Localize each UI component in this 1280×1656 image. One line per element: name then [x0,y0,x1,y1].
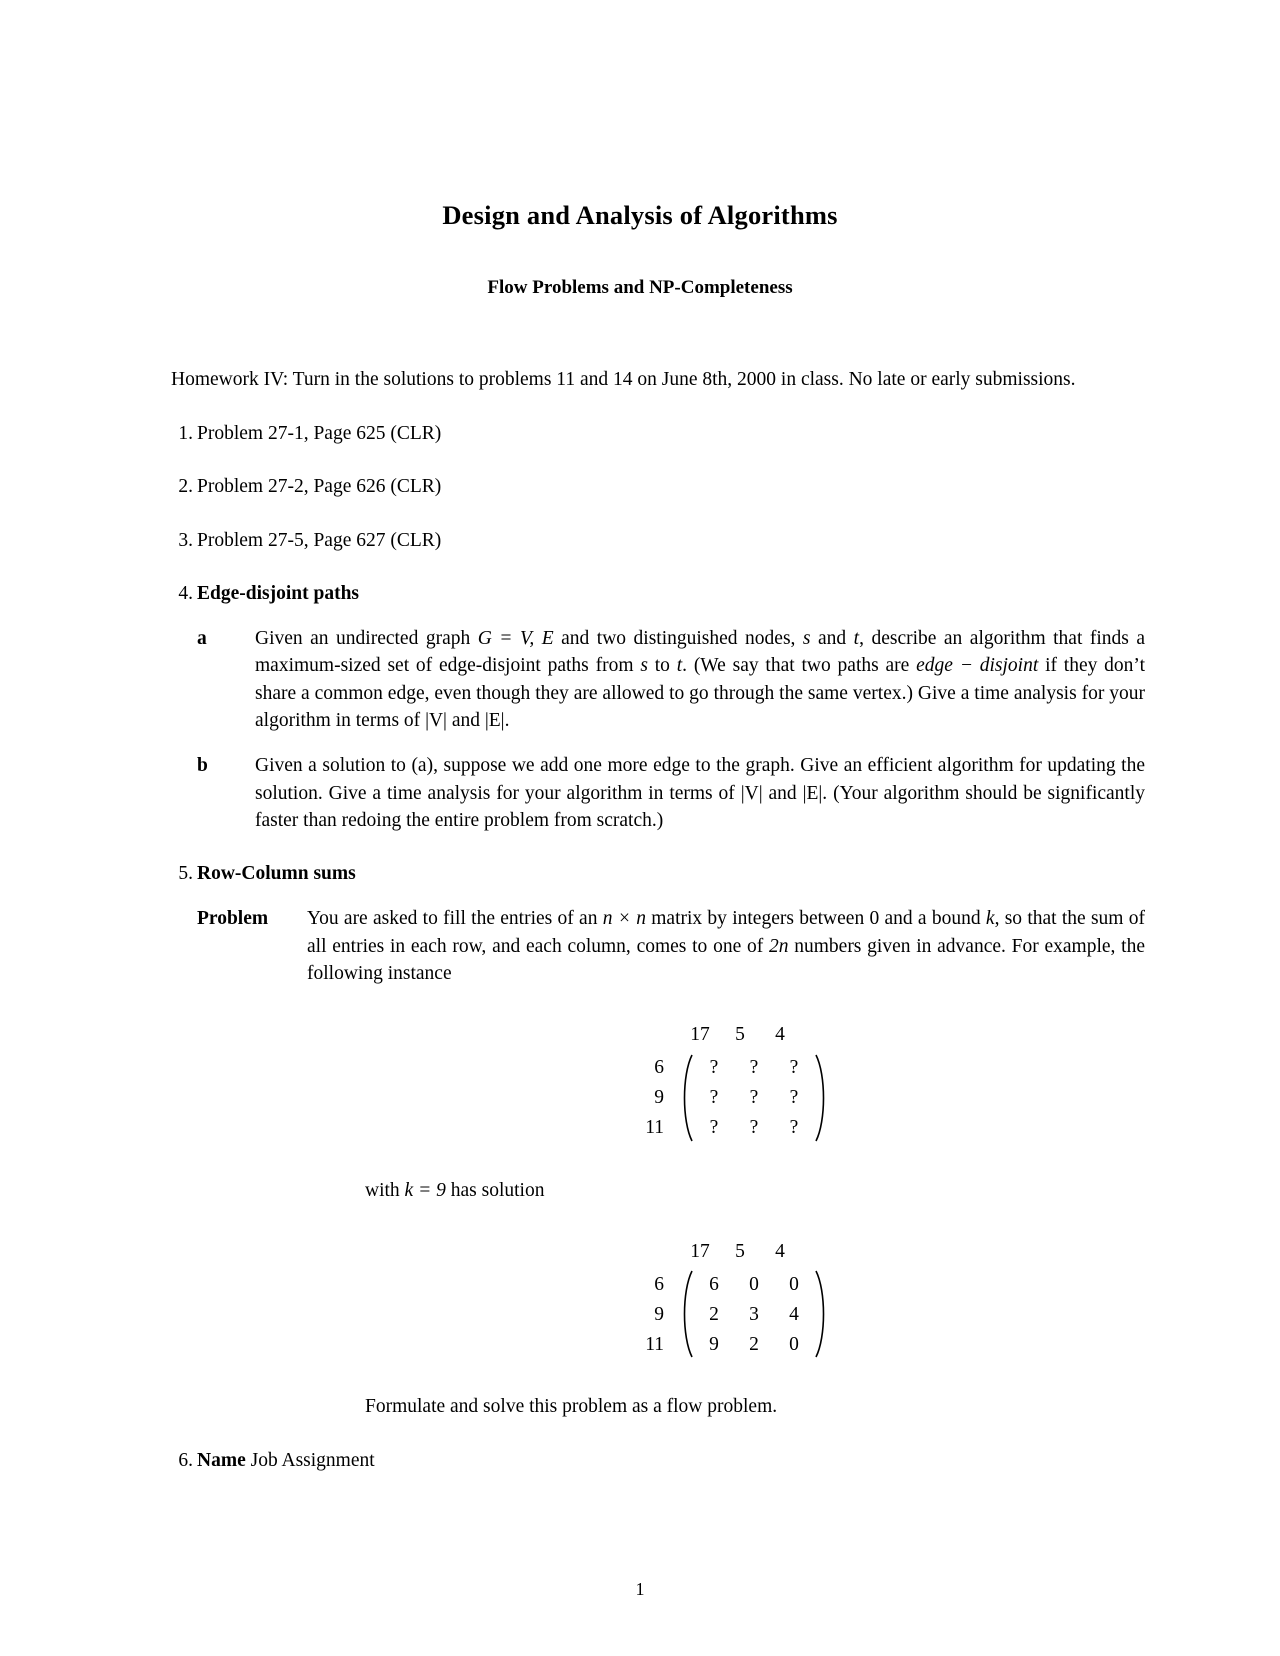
solution-caption [307,1177,1145,1204]
row-sum: 6 [654,1057,664,1078]
item-number: 2. [178,476,193,498]
item-number: 4. [178,582,193,604]
sub-item-text: . (We say that two paths are [682,655,917,677]
matrix-row [694,1053,814,1083]
matrix-cell: 2 [749,1333,759,1355]
math-s: s [640,655,648,677]
sub-item-text: . (Your algorithm should be significantly faster than redoing the entire problem from scratch.) [255,782,1146,831]
item-text: Problem 27-1, Page 625 (CLR) [197,422,442,444]
row-sum: 9 [654,1303,664,1325]
math-t: t [853,628,860,650]
row-sum: 11 [645,1117,664,1138]
sub-item-text: You are asked to fill the entries of an [307,908,603,930]
col-sum: 17 [690,1240,710,1262]
matrix-row [694,1269,814,1299]
page-number: 1 [635,1579,645,1599]
sub-item-text: matrix by integers between 0 and a bound [645,908,986,930]
problem-list [135,420,1145,1474]
item-text: Problem 27-5, Page 627 (CLR) [197,529,442,551]
item-text: Job Assignment [250,1449,375,1471]
caption-text: with [365,1179,405,1201]
matrix-row [694,1329,814,1359]
sub-item-text: and two distinguished nodes, [553,628,803,650]
list-item-edge-disjoint [135,580,1145,834]
list-item [135,527,1145,554]
left-paren [678,1053,694,1143]
matrix-cell: 4 [789,1303,799,1325]
math-t: t [676,655,683,677]
matrix-instance [307,1021,1145,1142]
sub-item-text: Given an undirected graph [255,628,478,650]
sub-item-text: and [810,628,854,650]
sub-item-text: to [647,655,677,677]
sub-item-text: and [762,782,803,804]
right-paren [814,1053,830,1143]
matrix-cell: ? [789,1057,799,1078]
list-item-row-column [135,860,1145,1420]
sub-item-text: if they don’t share a common edge, even though they are allowed to go through the same vertex.) Give a time analysis for your algorithm in terms of [255,655,1145,731]
matrix-row [694,1299,814,1329]
row-sum: 6 [654,1273,664,1295]
right-paren [814,1269,830,1359]
sub-item-label: a [197,628,207,650]
matrix-cell: 0 [789,1273,799,1295]
list-item [135,473,1145,500]
caption-text: has solution [445,1179,545,1201]
matrix-cell: ? [749,1057,759,1078]
sub-item-a [197,625,1145,734]
row-sum: 11 [645,1333,664,1355]
col-sum: 4 [775,1024,785,1046]
sub-item-problem [197,905,1145,1420]
col-sum: 4 [775,1240,785,1262]
matrix-cell: 2 [709,1303,719,1325]
matrix-cell: 6 [709,1273,719,1295]
matrix-cell: ? [749,1117,759,1138]
page-subtitle: Flow Problems and NP-Completeness [487,277,793,298]
matrix-row [694,1113,814,1143]
matrix-row [694,1083,814,1113]
item-heading: Row-Column sums [197,863,356,885]
math-g-v-e: G = V, E [477,628,554,650]
item-number: 1. [178,422,193,444]
matrix-cell: ? [709,1057,719,1078]
sub-item-text: and [446,709,485,731]
math-s: s [802,628,811,650]
math-2n: 2n [768,935,789,957]
matrix-cell: 9 [709,1333,719,1355]
math-abs-v: |V| [740,782,763,804]
matrix-column-sums [680,1238,830,1265]
edge-disjoint-sublist [197,625,1145,834]
math-k: k [985,908,995,930]
matrix-cell: ? [789,1117,799,1138]
math-n-by-n: n × n [602,908,646,930]
homework-intro: Homework IV: Turn in the solutions to problems 11 and 14 on June 8th, 2000 in class. No late or early submissions. [171,369,1076,390]
row-column-sublist [197,905,1145,1420]
list-item-name [135,1447,1145,1474]
item-heading: Edge-disjoint paths [197,582,359,604]
matrix-cell: ? [789,1087,799,1108]
item-text: Problem 27-2, Page 626 (CLR) [197,476,442,498]
sub-item-text: numbers given in advance. For example, the following instance [307,935,1146,985]
math-abs-e: |E| [802,782,823,804]
matrix-solution [307,1238,1145,1359]
closing-instruction: Formulate and solve this problem as a flow problem. [365,1396,778,1418]
matrix-cell: 0 [749,1273,759,1295]
item-heading: Name [197,1449,246,1471]
math-k-equals-9: k = 9 [404,1179,446,1201]
sub-item-text: . [504,709,510,731]
sub-item-text: Given a solution to (a), suppose we add one more edge to the graph. Give an efficient algorithm for updating the solution. Give a time analysis for your algorithm in terms of [255,755,1145,804]
math-edge-disjoint: edge − disjoint [916,655,1039,677]
col-sum: 5 [735,1240,745,1262]
row-sum: 9 [654,1087,664,1108]
col-sum: 5 [735,1024,745,1046]
matrix-column-sums [680,1021,830,1048]
item-number: 3. [178,529,193,551]
matrix-cell: ? [749,1087,759,1108]
page-title: Design and Analysis of Algorithms [442,200,838,230]
matrix-cell: 3 [749,1303,759,1325]
math-abs-e: |E| [484,709,505,731]
sub-item-text: , describe an algorithm that finds a maximum-sized set of edge-disjoint paths from [255,628,1146,677]
matrix-cell: 0 [789,1333,799,1355]
sub-item-text: , so that the sum of all entries in each row, and each column, comes to one of [307,908,1145,957]
list-item [135,420,1145,447]
sub-item-label: b [197,755,208,777]
sub-item-b [197,752,1145,834]
col-sum: 17 [690,1024,710,1046]
matrix-cell: ? [709,1117,719,1138]
left-paren [678,1269,694,1359]
math-abs-v: |V| [425,709,447,731]
matrix-cell: ? [709,1087,719,1108]
item-number: 6. [178,1449,193,1471]
sub-item-label: Problem [197,908,269,930]
item-number: 5. [178,863,193,885]
